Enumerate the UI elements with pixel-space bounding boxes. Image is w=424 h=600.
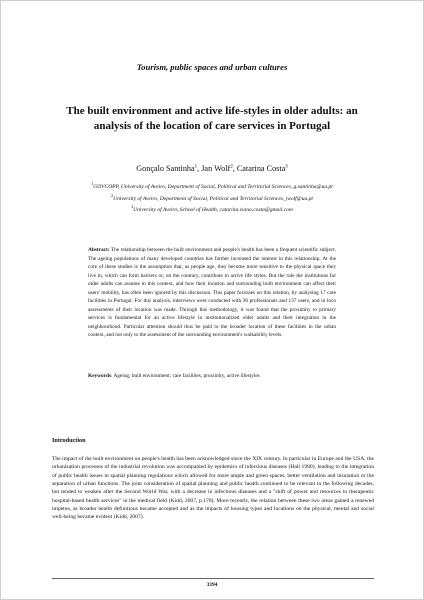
abstract-label: Abstract: xyxy=(88,247,110,253)
paper-title: The built environment and active life-styles in older adults: an analysis of the location of care services in Portugal xyxy=(66,105,358,132)
author-line: Gonçalo Santinha$^1$, Jan Wolf$^2$, Catarina Costa$^3$ xyxy=(136,164,288,173)
section-heading: Introduction xyxy=(52,437,86,444)
author: Jan Wolf$^2$ xyxy=(201,164,233,173)
keywords-text: : Ageing; built environment; care facilities, proximity, active lifestyles xyxy=(110,373,260,379)
author: Gonçalo Santinha$^1$ xyxy=(136,164,198,173)
affiliation: $^2$University of Aveiro, Department of Social, Political and Territorial Sciences, jwolf@ua.pt xyxy=(111,192,313,202)
abstract xyxy=(88,246,336,340)
abstract-text: The relationship between the built environment and people's health has been a frequent scientific subject. The ageing populations of many developed countries has further increased the interest in this relationship. At the core of these studies is the assumption that, as people age, they become more sensitive to the physical space they live in, which can form barriers or, on the contrary, contribute to active life styles. But the role the institutions for older adults can assume in this context, and how their location and surrounding built environment can affect their users' mobility, has often been ignored by this discussion. This paper focusses on this relation, by analysing 17 care facilities in Portugal. For this analysis, interviews were conducted with 36 professionals and 137 users, and in loco assessments of their location was made. Through this methodology, it was found that the proximity to primary services is fundamental for an active lifestyle in institutionalized older adults and their integration in the neighbourhood. Particular attention should thus be paid to the broader location of these facilities in the urban context, and not only to the assessment of the surrounding environment's walkability levels. xyxy=(88,247,336,338)
introduction-paragraph: The impact of the built environment on people's health has been acknowledged since the XIX century. In particular in Europe and the USA, the urbanization processes of the industrial revolution was accompanied by epidemics of infectious diseases (Hall 1980), leading to the integration of public health issues in spatial planning regulations which allowed for more ample and green spaces, better ventilation and insulation or the separation of urban functions. The joint consideration of spatial planning and public health continued to be relevant in the following decades, but tended to weaken after the Second World War, with a decrease in infectious diseases and a "shift of power and resources to therapeutic hospital-based health services" in the medical field (Kidd, 2007, p.170). More recently, the relation between these two areas gained a renewed impetus, as broader health definitions became accepted and as the impacts of housing types and locations on the physical, mental and social well-being became evident (Kidd, 2007). xyxy=(52,456,374,521)
keywords-label: Keywords xyxy=(88,373,111,379)
affiliation: $^3$University of Aveiro, School of Health, catarina.viana.costa@gmail.com xyxy=(131,204,293,214)
affiliations xyxy=(40,180,384,215)
affiliation: $^1$GOVCOPP, University of Aveiro, Department of Social, Political and Territorial Sciences, g.santinha@ua.pt xyxy=(91,181,333,190)
keywords xyxy=(88,372,336,380)
footer-rule xyxy=(52,578,374,579)
running-header: Tourism, public spaces and urban cultures xyxy=(136,62,288,72)
author: Catarina Costa$^3$ xyxy=(236,164,288,173)
page-number: 3394 xyxy=(206,582,218,588)
